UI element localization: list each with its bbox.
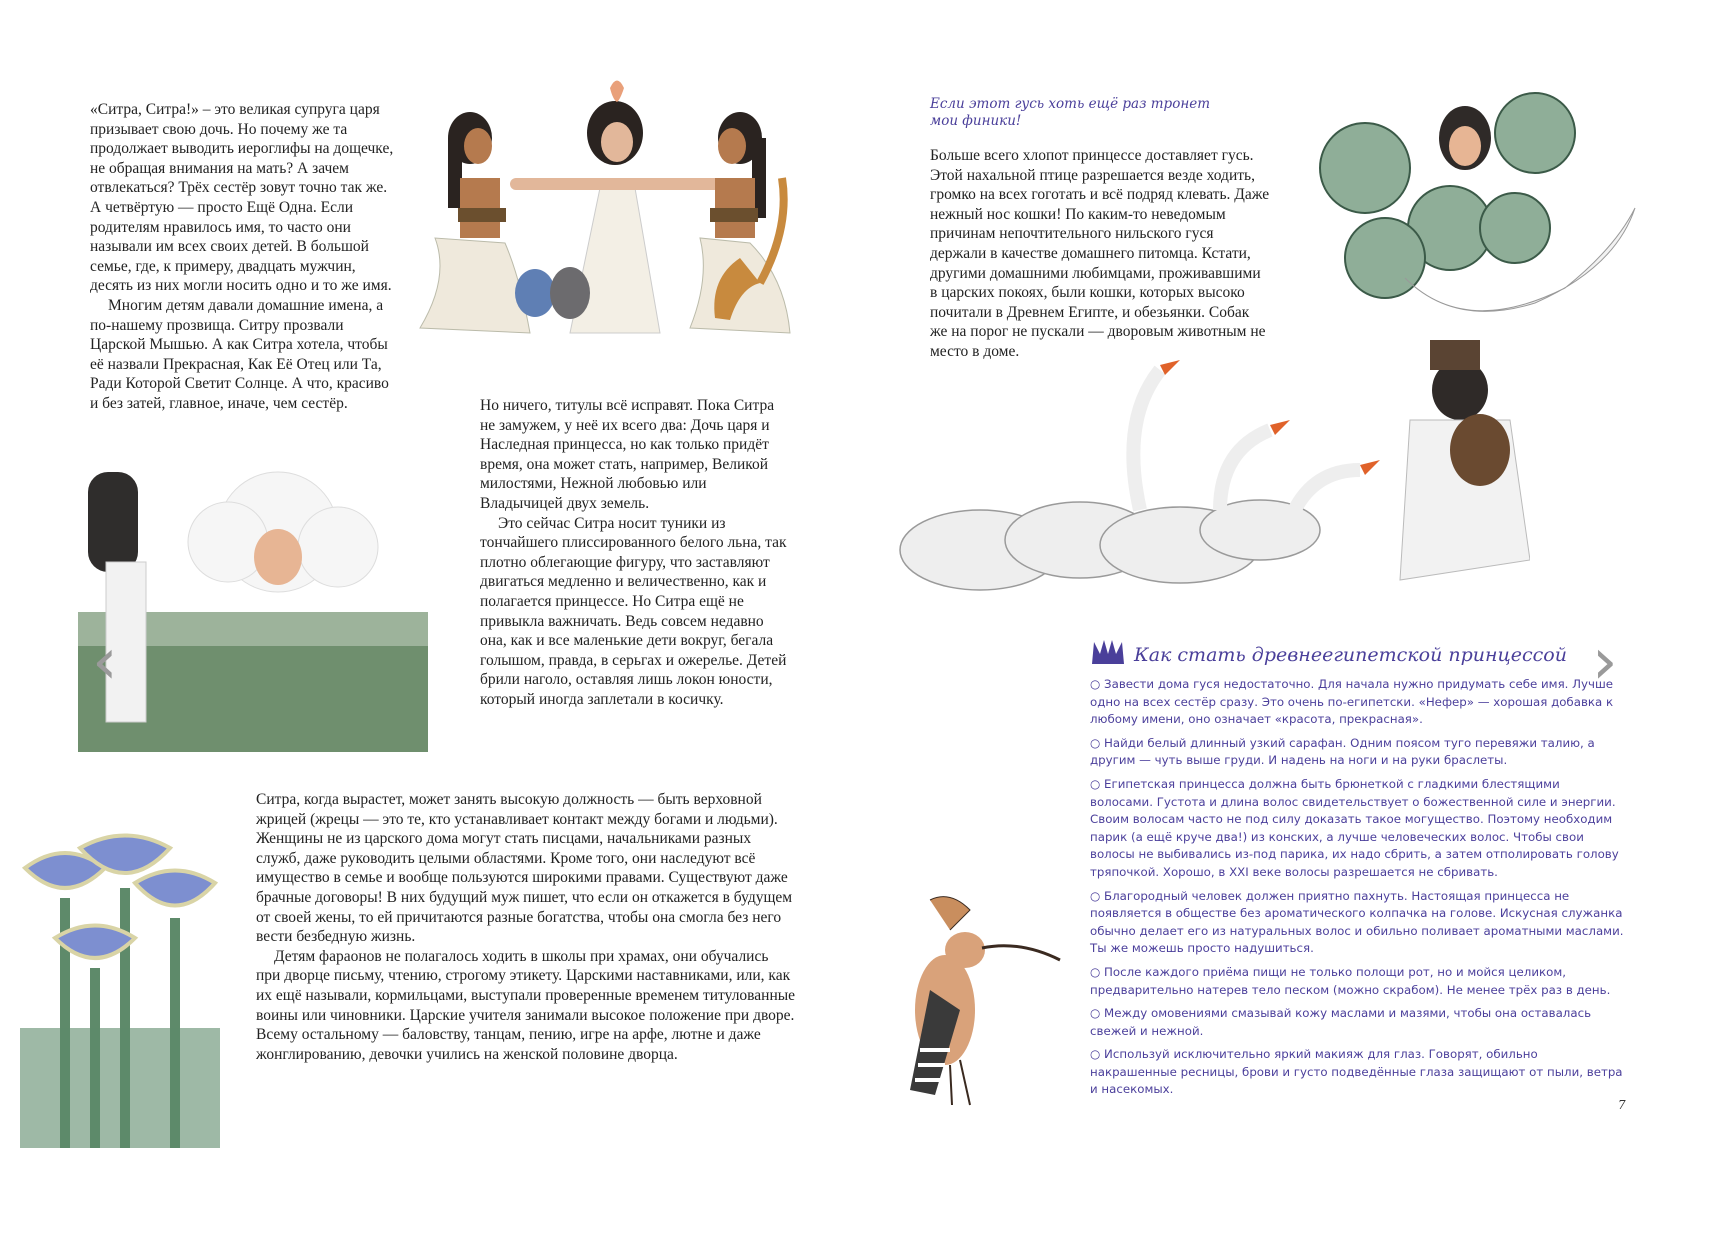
- princess-goose-illustration: [1315, 88, 1645, 338]
- list-item: ○ Между омовениями смазывай кожу маслами и мазями, чтобы она оставалась свежей и нежной.: [1090, 1006, 1592, 1038]
- list-item: ○ Завести дома гуся недостаточно. Для начала нужно придумать себе имя. Лучше одно на всех сестёр сразу. Это очень по-египетски. «Нефер» — хорошая добавка к любому имени, оно означает «красота, прекрасная».: [1090, 677, 1614, 727]
- left-text-intro: [90, 100, 395, 414]
- list-item: ○ Благородный человек должен приятно пахнуть. Настоящая принцесса не появляется в обществе без ароматического колпачка на голове. Искусная служанка обычно делает его из натуральных волос и обильно поливает ароматными маслами. Ты же можешь просто надушиться.: [1090, 888, 1624, 956]
- left-text-titles: [480, 396, 792, 710]
- paragraph: «Ситра, Ситра!» – это великая супруга царя призывает свою дочь. Но почему же та продолжает выводить иероглифы на дощечке, не обращая внимания на мать? А зачем отвлекаться? Трёх сестёр зовут точно так же. А четвёртую — просто Ещё Одна. Если родителям нравилось имя, то часто они называли им всех своих детей. В большой семье, где, к примеру, двадцать мужчин, десять из них могли носить одно и то же имя.: [90, 101, 394, 295]
- geese-chase-illustration: [890, 340, 1530, 630]
- list-item: ○ Используй исключительно яркий макияж для глаз. Говорят, обильно накрашенные ресницы, брови и густо подведённые глаза защищают от пыли, ветра и насекомых.: [1090, 1047, 1623, 1097]
- bath-illustration: [78, 462, 448, 762]
- list-item: ○ Найди белый длинный узкий сарафан. Одним поясом туго перевяжи талию, а другим — чуть выше груди. И надень на ноги и на руки браслеты.: [1090, 735, 1595, 768]
- paragraph: Но ничего, титулы всё исправят. Пока Ситра не замужем, у неё их всего два: Дочь царя и Наследная принцесса, но как только придёт время, она может стать, например, Великой милостями, Нежной любовью или Владычицей двух земель.: [480, 397, 775, 512]
- paragraph: Многим детям давали домашние имена, а по-нашему прозвища. Ситру прозвали Царской Мышью. А как Ситра хотела, чтобы её назвали Прекрасная, Как Её Отец или Та, Ради Которой Светит Солнце. А что, красиво и без затей, главное, иначе, чем сестёр.: [90, 296, 389, 412]
- hoopoe-bird-illustration: [890, 890, 1080, 1110]
- left-text-career: [256, 790, 796, 1064]
- tips-box-header: [1090, 638, 1567, 666]
- list-item: ○ Египетская принцесса должна быть брюнеткой с гладкими блестящими волосами. Густота и длина волос свидетельствует о божественной силе и энергии. Своим волосам часто не под силу доказать такое могущество. Поэтому необходим парик (а ещё круче два!) из конских, а лучше человеческих волос. Чтобы свои волосы не выбивались из-под парика, их надо сбрить, а затем отполировать голову тряпочкой. Хорошо, в XXI веке волосы разрешается не сбривать.: [1090, 776, 1619, 879]
- three-girls-illustration: [410, 78, 830, 358]
- speech-caption: Если этот гусь хоть ещё раз тронет мои финики!: [930, 96, 1210, 129]
- chevron-left-icon: ‹: [92, 625, 118, 699]
- paragraph: Детям фараонов не полагалось ходить в школы при храмах, они обучались при дворце письму, чтению, строгому этикету. Царскими наставниками, или, как их ещё называли, кормильцами, выступали проверенные временем титулованные воины или чиновники. Царские учителя занимали высокое положение при дворе. Всему остальному — баловству, танцам, пению, игре на арфе, лютне и даже жонглированию, девочки учились на женской половине дворца.: [256, 947, 796, 1063]
- right-text-goose: [930, 146, 1270, 362]
- tips-list: [1090, 676, 1626, 1105]
- paragraph: Ситра, когда вырастет, может занять высокую должность — быть верховной жрицей (жрецы — это те, кто устанавливает контакт между богами и людьми). Женщины не из царского дома могут стать писцами, начальниками разных служб, даже руководить целыми областями. Кроме того, они наследуют всё имущество в семье и вообще пользуются широкими правами. Существуют даже брачные договоры! В них будущий муж пишет, что если он откажется в будущем от своей жены, то ей причитаются разные богатства, чтобы она смогла без него вести безбедную жизнь.: [256, 791, 793, 946]
- chevron-right-icon: ›: [1592, 625, 1618, 699]
- papyrus-lotus-illustration: [20, 828, 220, 1148]
- paragraph: Это сейчас Ситра носит туники из тончайшего плиссированного белого льна, так плотно облегающие фигуру, что заставляют двигаться медленно и величественно, как и полагается принцессе. Но Ситра ещё не привыкла важничать. Ведь совсем недавно она, как и все маленькие дети вокруг, бегала голышом, правда, в серьгах и ожерелье. Детей брили наголо, оставляя лишь локон юности, который иногда заплетали в косичку.: [480, 514, 787, 708]
- next-page-button[interactable]: [1592, 625, 1618, 699]
- crown-icon: [1090, 638, 1126, 666]
- tips-box-title: Как стать древнеегипетской принцессой: [1134, 644, 1567, 666]
- paragraph: Больше всего хлопот принцессе доставляет гусь. Этой нахальной птице разрешается везде ходить, громко на всех гоготать и всё подряд клевать. Даже нежный нос кошки! По каким-то неведомым причинам непочтительного нильского гуся держали в качестве домашнего питомца. Кстати, другими домашними любимцами, проживавшими в царских покоях, были кошки, которых высоко почитали в Древнем Египте, и обезьянки. Собак же на порог не пускали — дворовым животным не место в доме.: [930, 147, 1270, 360]
- page-number: 7: [1618, 1098, 1626, 1112]
- prev-page-button[interactable]: [92, 625, 118, 699]
- list-item: ○ После каждого приёма пищи не только полощи рот, но и мойся целиком, предварительно натерев тело песком (можно скрабом). Не менее трёх раз в день.: [1090, 964, 1611, 997]
